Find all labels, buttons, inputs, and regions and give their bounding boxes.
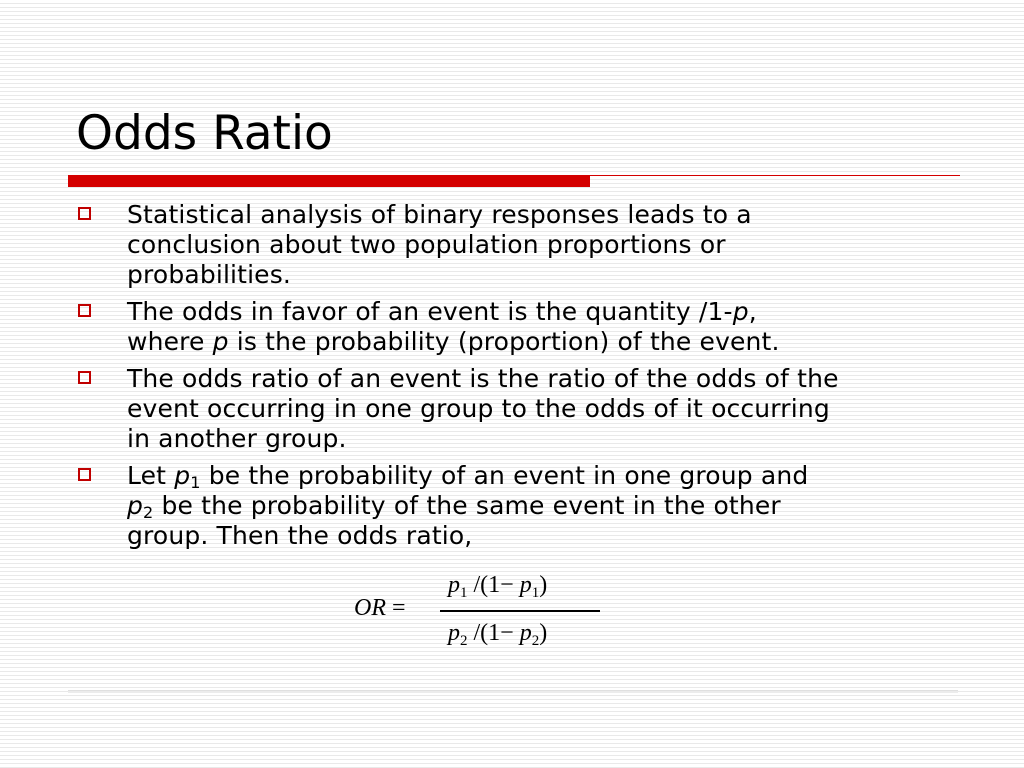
bullet-line: event occurring in one group to the odds of it occurring	[127, 394, 830, 423]
bullet-line: The odds ratio of an event is the ratio of the odds of the	[127, 364, 839, 393]
hollow-square-bullet-icon	[78, 468, 91, 481]
bullet-line: Let $p_1$ be the probability of an event in one group and	[127, 461, 809, 492]
bullet-line: The odds in favor of an event is the quantity /1-p,	[127, 297, 757, 326]
title-underline-thin	[590, 175, 960, 176]
hollow-square-bullet-icon	[78, 304, 91, 317]
bullet-item	[76, 461, 1024, 551]
formula-lhs: OR =	[354, 595, 406, 621]
bullet-list	[76, 200, 1024, 558]
fraction-bar	[440, 610, 600, 612]
hollow-square-bullet-icon	[78, 207, 91, 220]
odds-ratio-formula	[354, 568, 614, 658]
footer-divider	[68, 690, 958, 693]
title-underline-thick	[68, 175, 590, 187]
hollow-square-bullet-icon	[78, 371, 91, 384]
bullet-line: conclusion about two population proportions or	[127, 230, 726, 259]
bullet-line: Statistical analysis of binary responses leads to a	[127, 200, 752, 229]
bullet-item	[76, 364, 1024, 454]
bullet-item	[76, 297, 1024, 357]
bullet-line: where p is the probability (proportion) of the event.	[127, 327, 780, 356]
slide-title: Odds Ratio	[76, 106, 333, 161]
bullet-line: probabilities.	[127, 260, 291, 289]
formula-denominator: $p_2$ $/(1- p_2)$	[448, 620, 548, 649]
bullet-line: $p_2$ be the probability of the same event in the other	[127, 491, 781, 522]
formula-numerator: $p_1$ $/(1- p_1)$	[448, 572, 548, 601]
bullet-item	[76, 200, 1024, 290]
bullet-line: in another group.	[127, 424, 347, 453]
bullet-line: group. Then the odds ratio,	[127, 521, 473, 550]
